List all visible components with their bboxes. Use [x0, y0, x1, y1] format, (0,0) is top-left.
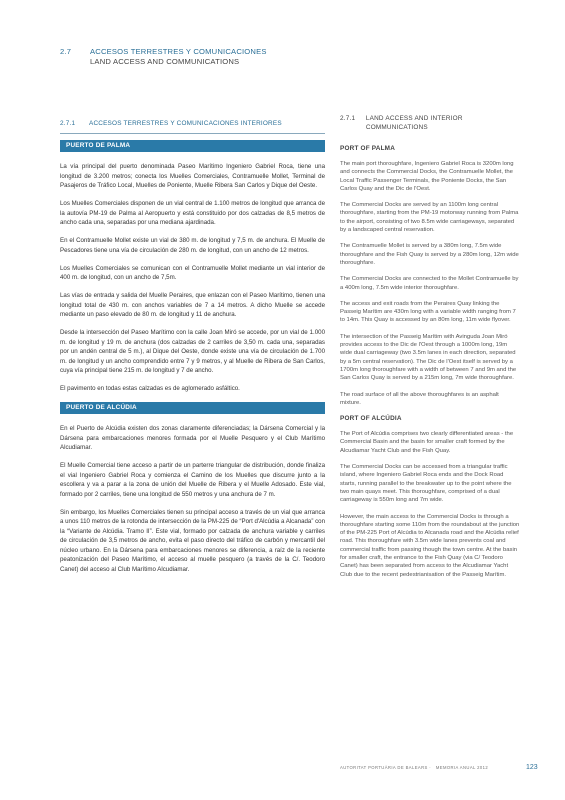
footer-publisher: AUTORITAT PORTUÀRIA DE BALEARS [340, 765, 428, 770]
subsection-title: LAND ACCESS AND INTERIOR COMMUNICATIONS [365, 115, 463, 131]
subsection-heading-es [60, 119, 325, 128]
section-heading-palma-en: PORT OF PALMA [340, 145, 396, 152]
page-number: 123 [526, 764, 538, 771]
paragraph: La vía principal del puerto denominada Paseo Marítimo Ingeniero Gabriel Roca, tiene una longitud de 3.200 metros; conecta los Muelles Comerciales, Contramuelle Mollet, Terminal de Pasajeros de Tráfico Local, Muelles de Poniente, Muelle Ribera San Carlos y Dique del Oeste. [60, 163, 325, 189]
paragraph: El Muelle Comercial tiene acceso a partir de un parterre triangular de distribución, donde finaliza el vial Ingeniero Gabriel Roca y comienza el Camino de los Muelles que discurre junto a la escollera y va a parar a la zona de unión del Muelle de Ribera y el Muelle Adosado. Este vial, formado por 2 carriles, tiene una longitud de 550 metros y una anchura de 7 m. [60, 462, 325, 498]
paragraphs-alcudia-es [60, 424, 325, 574]
subsection-title: ACCESOS TERRESTRES Y COMUNICACIONES INTERIORES [89, 120, 282, 127]
section-heading-alcudia-en: PORT OF ALCÚDIA [340, 415, 402, 423]
subsection-number: 2.7.1 [340, 115, 356, 122]
section-title-es: ACCESOS TERRESTRES Y COMUNICACIONES [90, 47, 267, 56]
divider [60, 133, 325, 134]
section-header [60, 47, 520, 67]
subsection-number: 2.7.1 [60, 120, 76, 127]
page-footer [340, 765, 540, 770]
paragraph: The road surface of all the above thoroughfares is an asphalt mixture. [340, 391, 499, 406]
footer-separator: · [429, 765, 432, 770]
paragraph: The Commercial Docks are connected to the Mollet Contramuelle by a 400m long, 7.5m wide interior thoroughfare. [340, 276, 519, 291]
spanish-column [60, 119, 325, 583]
paragraph: En el Contramuelle Mollet existe un vial de 380 m. de longitud y 7,5 m. de anchura. El Muelle de Pescadores tiene una vía de circulación de 280 m. de longitud, con un ancho de 12 metros. [60, 237, 325, 254]
section-title-en: LAND ACCESS AND COMMUNICATIONS [90, 57, 240, 66]
paragraph: Los Muelles Comerciales se comunican con el Contramuelle Mollet mediante un vial interior de 400 m. de longitud, con un ancho de 7,5m. [60, 264, 325, 281]
footer-report: MEMORIA ANUAL 2012 [435, 765, 489, 770]
paragraph: The Port of Alcúdia comprises two clearly differentiated areas - the Commercial Basin and the basin for smaller craft formed by the Alcudiamar Yacht Club and the Fish Quay. [340, 431, 514, 454]
paragraph: El pavimento en todas estas calzadas es de aglomerado asfáltico. [60, 385, 240, 392]
paragraph: En el Puerto de Alcúdia existen dos zonas claramente diferenciadas; la Dársena Comercial y la Dársena para embarcaciones menores formada por el Muelle Pesquero y el Club Marítimo Alcudiamar. [60, 425, 325, 451]
paragraph: The access and exit roads from the Peraires Quay linking the Passeig Marítim are 430m long with a variable width ranging from 7 to 14m. This Quay is accessed by an 80m long, 11m wide flyover. [340, 300, 516, 324]
paragraph: Desde la intersección del Paseo Marítimo con la calle Joan Miró se accede, por un vial de 1.000 m. de longitud y 19 m. de anchura (dos calzadas de 2 carriles de 3,50 m. cada una, separadas por un andén central de 5 m.), al Dique del Oeste, donde existe una vía de circulación de 1.700 m. de longitud y un ancho comprendido entre 7 y 9 metros, y al Muelle de Ribera de San Carlos, cuya vía principal tiene 215 m. de longitud y 7 de ancho. [60, 329, 325, 374]
section-band-alcudia: PUERTO DE ALCÚDIA [60, 402, 325, 414]
paragraph: However, the main access to the Commercial Docks is through a thoroughfare starting some 110m from the roundabout at the junction of the PM-225 Port of Alcúdia to Alcanada road and the Alcúdia relief road. This thoroughfare with 3.5m wide lanes prevents coal and commercial traffic from passing though the town centre. At the basin for smaller craft, the entrance to the Fish Quay (via C/ Teodoro Canet) has been separated from access to the Alcudiamar Yacht Club due to the recent pedestrianisation of the Passeig Marítim. [340, 513, 520, 578]
paragraph: Sin embargo, los Muelles Comerciales tienen su principal acceso a través de un vial que arranca a unos 110 metros de la rotonda de intersección de la PM-225 de “Port d'Alcúdia a Alcanada” con la “Variante de Alcúdia. Tramo II”. Este vial, formado por calzada de anchura variable y carriles de circulación de 3,5 metros de ancho, evita el paso directo del tráfico de carbón y mercantil del núcleo urbano. En la Dársena para embarcaciones menores se diferencia, a raíz de la reciente peatonización del Paseo Marítimo, el acceso al muelle pesquero (a través de la C/. Teodoro Canet) del acceso al Club Marítimo Alcudiamar. [60, 508, 325, 573]
section-number: 2.7 [60, 47, 72, 56]
paragraph: The Commercial Docks can be accessed from a triangular traffic island, where Ingeniero Gabriel Roca ends and the Dock Road starts, running parallel to the breakwater up to the point where the two main quays meet. This thoroughfare, comprised of a dual carriageway is 550m long and 7m wide. [340, 464, 512, 504]
paragraph: The Commercial Docks are served by an 1100m long central thoroughfare, starting from the PM-19 motorway running from Palma to the airport, consisting of two 8.5m wide carriageways, separated by a landscaped central reservation. [340, 202, 519, 234]
paragraph: Los Muelles Comerciales disponen de un vial central de 1.100 metros de longitud que arranca de la autovía PM-19 de Palma al Aeropuerto y está constituido por dos calzadas de 8,5 metros de ancho cada una, separadas por una mediana ajardinada. [60, 200, 325, 226]
paragraph: The main port thoroughfare, Ingeniero Gabriel Roca is 3200m long and connects the Commercial Docks, the Contramuelle Mollet, the Local Traffic Passenger Terminals, the Poniente Docks, the San Carlos Quay and the Dic de l'Oest. [340, 161, 514, 192]
paragraph: Las vías de entrada y salida del Muelle Peraires, que enlazan con el Paseo Marítimo, tienen una longitud total de 430 m. con anchos variables de 7 a 14 metros. A dicho Muelle se accede mediante un paso elevado de 80 m. de longitud y 11 de anchura. [60, 292, 325, 318]
paragraphs-alcudia-en [340, 430, 520, 579]
paragraph: The Contramuelle Mollet is served by a 380m long, 7.5m wide thoroughfare and the Fish Quay is served by a 280m long, 12m wide thoroughfare. [340, 243, 519, 266]
paragraphs-palma-en [340, 160, 520, 407]
section-band-palma: PUERTO DE PALMA [60, 140, 325, 152]
subsection-heading-en [340, 114, 520, 132]
paragraph: The intersection of the Passeig Marítim with Avinguda Joan Miró provides access to the Dic de l'Oest through a 1000m long, 19m wide dual carriageway (two 3.5m lanes in each direction, separated by a 5m central reservation). The Dic de l'Oest itself is served by a 1700m long thoroughfare with a width of between 7 and 9m and the San Carlos Quay is served by a 215m long, 7m wide thoroughfare. [340, 333, 517, 382]
english-column [340, 114, 520, 587]
paragraphs-palma-es [60, 162, 325, 394]
